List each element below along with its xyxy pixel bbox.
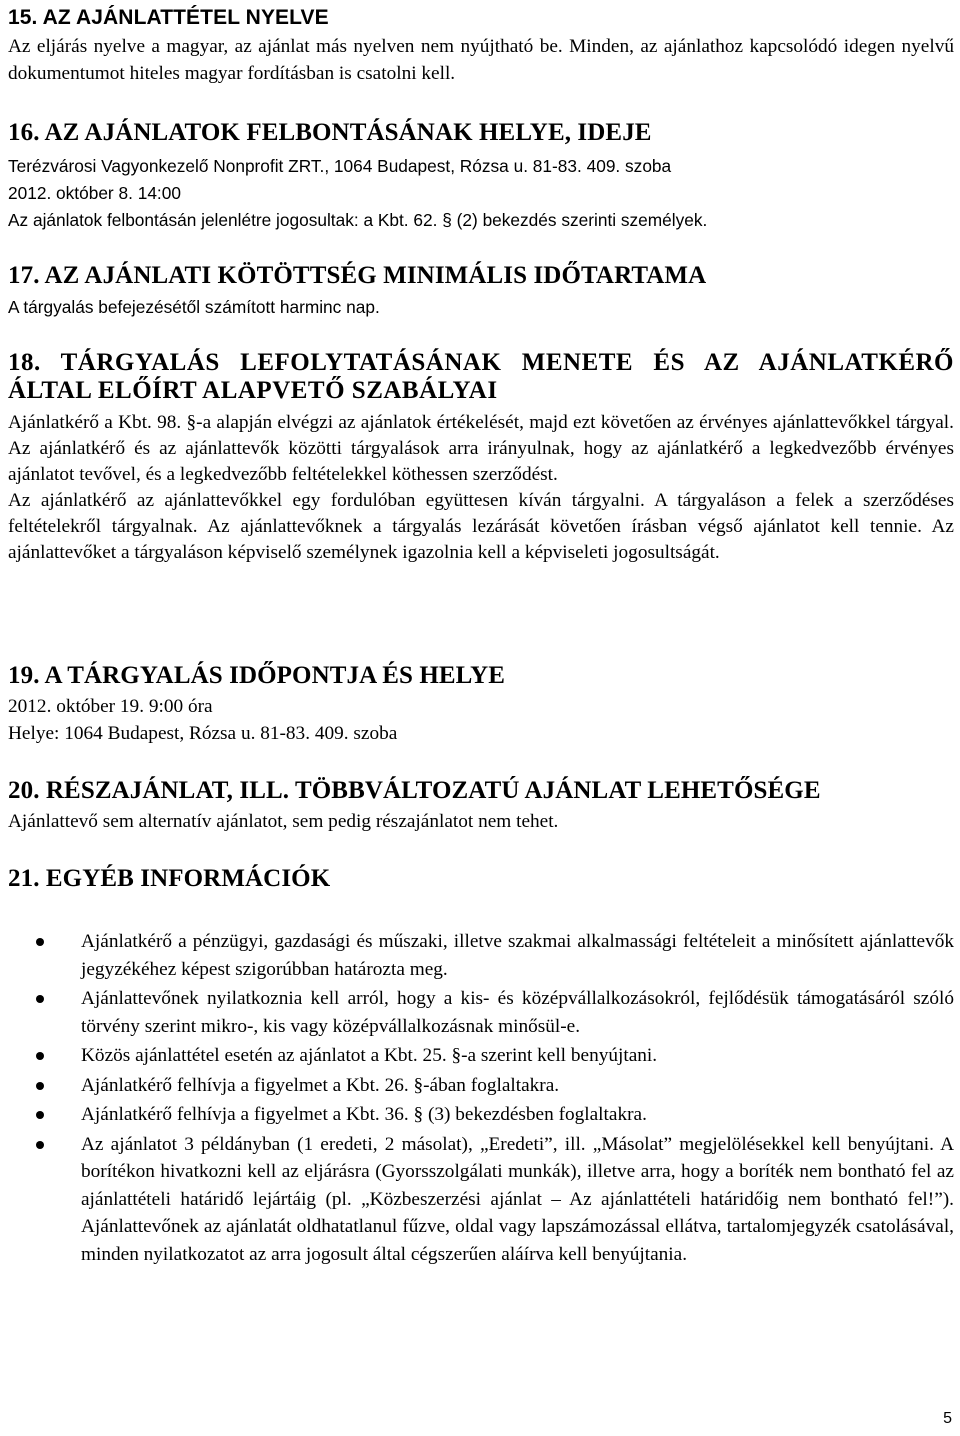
list-item <box>36 1101 954 1129</box>
section-title: 16. AZ AJÁNLATOK FELBONTÁSÁNAK HELYE, IDEJE <box>8 119 652 146</box>
section-17 <box>8 262 954 321</box>
bullet-icon <box>36 1141 44 1149</box>
list-item <box>36 928 954 983</box>
section-16 <box>8 119 954 234</box>
section-20 <box>8 777 954 836</box>
list-item <box>36 985 954 1040</box>
section-text: Az eljárás nyelve a magyar, az ajánlat más nyelven nem nyújtható be. Minden, az ajánlathoz kapcsolódó idegen nyelvű dokumentumot hiteles magyar fordításban is csatolni kell. <box>8 36 954 84</box>
section-title: 17. AZ AJÁNLATI KÖTÖTTSÉG MINIMÁLIS IDŐTARTAMA <box>8 262 707 289</box>
paragraph-1: Ajánlatkérő a Kbt. 98. §-a alapján elvégzi az ajánlatok értékelését, majd ezt követően az érvényes ajánlattevőkkel tárgyal. Az ajánlatkérő és az ajánlattevők közötti tárgyalások arra irányulnak, hogy az ajánlatkérő a legkedvezőbb érvényes ajánlatot tevővel, és a legkedvezőbb feltételekkel köthessen szerződést. <box>8 412 954 485</box>
bullet-icon <box>36 1052 44 1060</box>
section-title: 18. TÁRGYALÁS LEFOLYTATÁSÁNAK MENETE ÉS AZ AJÁNLATKÉRŐ ÁLTAL ELŐÍRT ALAPVETŐ SZABÁLYAI <box>8 349 954 404</box>
list-item-text: Ajánlatkérő felhívja a figyelmet a Kbt. 26. §-ában foglaltakra. <box>81 1074 560 1096</box>
page-number: 5 <box>943 1410 952 1427</box>
section-title: 19. A TÁRGYALÁS IDŐPONTJA ÉS HELYE <box>8 662 506 689</box>
section-title: 15. AZ AJÁNLATTÉTEL NYELVE <box>8 6 329 29</box>
section-text: A tárgyalás befejezésétől számított harminc nap. <box>8 297 380 317</box>
section-19 <box>8 662 954 747</box>
place-line: Helye: 1064 Budapest, Rózsa u. 81-83. 409. szoba <box>8 722 398 744</box>
date-line: 2012. október 8. 14:00 <box>8 183 181 203</box>
section-18 <box>8 349 954 566</box>
paragraph-2: Az ajánlatkérő az ajánlattevőkkel egy fordulóban együttesen kíván tárgyalni. A tárgyaláson a felek a szerződéses feltételekről tárgyalnak. Az ajánlattevőknek a tárgyalás lezárását követően írásban végső ajánlatot kell tennie. Az ajánlattevőket a tárgyaláson képviselő személynek igazolnia kell a képviseleti jogosultságát. <box>8 490 954 563</box>
section-21 <box>8 865 954 893</box>
list-item <box>36 1131 954 1269</box>
bullet-icon <box>36 995 44 1003</box>
list-item-text: Közös ajánlattétel esetén az ajánlatot a Kbt. 25. §-a szerint kell benyújtani. <box>81 1045 658 1066</box>
location-line: Terézvárosi Vagyonkezelő Nonprofit ZRT., 1064 Budapest, Rózsa u. 81-83. 409. szoba <box>8 156 672 176</box>
section-title: 21. EGYÉB INFORMÁCIÓK <box>8 865 331 892</box>
list-item-text: Ajánlatkérő a pénzügyi, gazdasági és műszaki, illetve szakmai alkalmassági feltételeit a minősített ajánlattevők jegyzékéhez képest szigorúbban határozta meg. <box>81 931 954 980</box>
section-title: 20. RÉSZAJÁNLAT, ILL. TÖBBVÁLTOZATÚ AJÁNLAT LEHETŐSÉGE <box>8 777 821 804</box>
bullet-icon <box>36 1111 44 1119</box>
list-item <box>36 1042 954 1070</box>
list-item <box>36 1072 954 1100</box>
list-item-text: Ajánlattevőnek nyilatkoznia kell arról, hogy a kis- és középvállalkozásokról, fejlődésük támogatásáról szóló törvény szerint mikro-, kis vagy középvállalkozásnak minősül-e. <box>81 988 954 1037</box>
info-bullet-list <box>36 928 954 1270</box>
attendees-line: Az ajánlatok felbontásán jelenlétre jogosultak: a Kbt. 62. § (2) bekezdés szerinti személyek. <box>8 210 708 230</box>
section-text: Ajánlattevő sem alternatív ajánlatot, sem pedig részajánlatot nem tehet. <box>8 811 559 832</box>
list-item-text: Az ajánlatot 3 példányban (1 eredeti, 2 másolat), „Eredeti”, ill. „Másolat” megjelölésekkel kell benyújtani. A borítékon hivatkozni kell az eljárásra (Gyorsszolgálati munkák), illetve arra, hogy a boríték nem bontható fel az ajánlattételi határidő lejártáig (pl. „Közbeszerzési ajánlat – Az ajánlattételi határidőig nem bontható fel!”). Ajánlattevőnek az ajánlatát oldhatatlanul fűzve, oldal vagy lapszámozással ellátva, tartalomjegyzék csatolásával, minden nyilatkozatot az arra jogosult által cégszerűen aláírva kell benyújtania. <box>81 1133 954 1265</box>
bullet-icon <box>36 938 44 946</box>
list-item-text: Ajánlatkérő felhívja a figyelmet a Kbt. 36. § (3) bekezdésben foglaltakra. <box>81 1104 647 1125</box>
section-15 <box>8 4 954 87</box>
date-line: 2012. október 19. 9:00 óra <box>8 696 213 717</box>
bullet-icon <box>36 1082 44 1090</box>
